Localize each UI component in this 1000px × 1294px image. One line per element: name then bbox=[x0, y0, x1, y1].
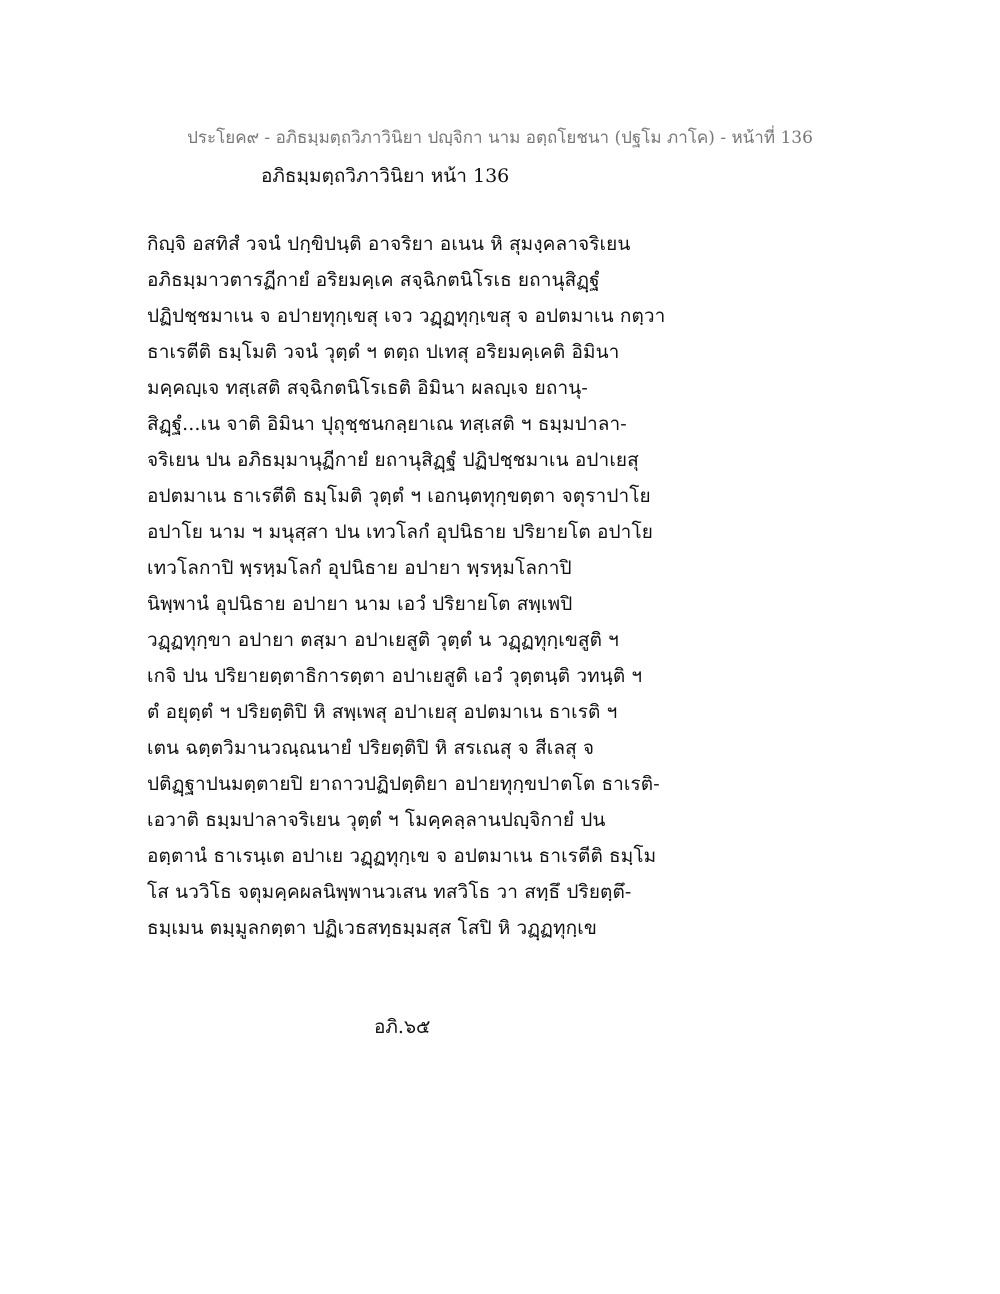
page-footer-signature: อภิ.๖๕ bbox=[374, 1016, 431, 1038]
running-header: ประโยค๙ - อภิธมฺมตฺถวิภาวินิยา ปญฺจิกา นาม อตฺถโยชนา (ปฐโม ภาโค) - หน้าที่ 136 bbox=[187, 128, 813, 148]
text-line: จริเยน ปน อภิธมฺมานุฏีกายํ ยถานุสิฏฺฐํ ปฏิปชฺชมาเน อปาเยสุ bbox=[147, 449, 639, 471]
text-line: เกจิ ปน ปริยายตฺตาธิการตฺตา อปาเยสูติ เอวํ วุตฺตนฺติ วทนฺติ ฯ bbox=[147, 665, 643, 687]
text-line: อปาโย นาม ฯ มนุสฺสา ปน เทวโลกํ อุปนิธาย ปริยายโต อปาโย bbox=[147, 521, 653, 543]
text-line: มคฺคญฺเจ ทสฺเสติ สจฺฉิกตนิโรเธติ อิมินา ผลญฺเจ ยถานุ- bbox=[147, 377, 588, 399]
text-line: ธมฺเมน ตมฺมูลกตฺตา ปฏิเวธสทฺธมฺมสฺส โสปิ หิ วฏฺฏทุกฺเข bbox=[147, 917, 597, 939]
text-line: สิฏฺฐํ...เน จาติ อิมินา ปุถุชฺชนกลฺยาเณ ทสฺเสติ ฯ ธมฺมปาลา- bbox=[147, 413, 627, 435]
text-line: ปฏิปชฺชมาเน จ อปายทุกฺเขสุ เจว วฏฺฏทุกฺเขสุ จ อปตมาเน กตฺวา bbox=[147, 305, 666, 327]
body-text bbox=[147, 226, 867, 946]
text-line: วฏฺฏทุกฺขา อปายา ตสฺมา อปาเยสูติ วุตฺตํ น วฏฺฏทุกฺเขสูติ ฯ bbox=[147, 629, 619, 651]
text-line: โส นววิโธ จตุมคฺคผลนิพฺพานวเสน ทสวิโธ วา สทฺธึ ปริยตฺตึ- bbox=[147, 881, 632, 903]
text-line: นิพฺพานํ อุปนิธาย อปายา นาม เอวํ ปริยายโต สพฺเพปิ bbox=[147, 593, 573, 615]
page-title: อภิธมฺมตฺถวิภาวินิยา หน้า 136 bbox=[261, 165, 510, 187]
text-line: อภิธมฺมาวตารฏีกายํ อริยมคฺเค สจฺฉิกตนิโรเธ ยถานุสิฏฺฐํ bbox=[147, 269, 600, 291]
text-line: ธาเรตีติ ธมฺโมติ วจนํ วุตฺตํ ฯ ตตฺถ ปเทสุ อริยมคฺเคติ อิมินา bbox=[147, 341, 620, 363]
text-line: ปติฏฺฐาปนมตฺตายปิ ยาถาวปฏิปตฺติยา อปายทุกฺขปาตโต ธาเรติ- bbox=[147, 773, 660, 795]
text-line: ตํ อยุตฺตํ ฯ ปริยตฺติปิ หิ สพฺเพสุ อปาเยสุ อปตมาเน ธาเรติ ฯ bbox=[147, 701, 618, 723]
text-line: เอวาติ ธมฺมปาลาจริเยน วุตฺตํ ฯ โมคฺคลฺลานปญฺจิกายํ ปน bbox=[147, 809, 606, 831]
text-line: อตฺตานํ ธาเรนฺเต อปาเย วฏฺฏทุกฺเข จ อปตมาเน ธาเรตีติ ธมฺโม bbox=[147, 845, 657, 867]
text-line: เทวโลกาปิ พฺรหฺมโลกํ อุปนิธาย อปายา พฺรหฺมโลกาปิ bbox=[147, 557, 572, 579]
text-line: อปตมาเน ธาเรตีติ ธมฺโมติ วุตฺตํ ฯ เอกนฺตทุกฺขตฺตา จตุราปาโย bbox=[147, 485, 651, 507]
text-line: กิญฺจิ อสทิสํ วจนํ ปกฺขิปนฺติ อาจริยา อเนน หิ สุมงฺคลาจริเยน bbox=[147, 233, 631, 255]
text-line: เตน ฉตฺตวิมานวณฺณนายํ ปริยตฺติปิ หิ สรเณสุ จ สีเลสุ จ bbox=[147, 737, 595, 759]
